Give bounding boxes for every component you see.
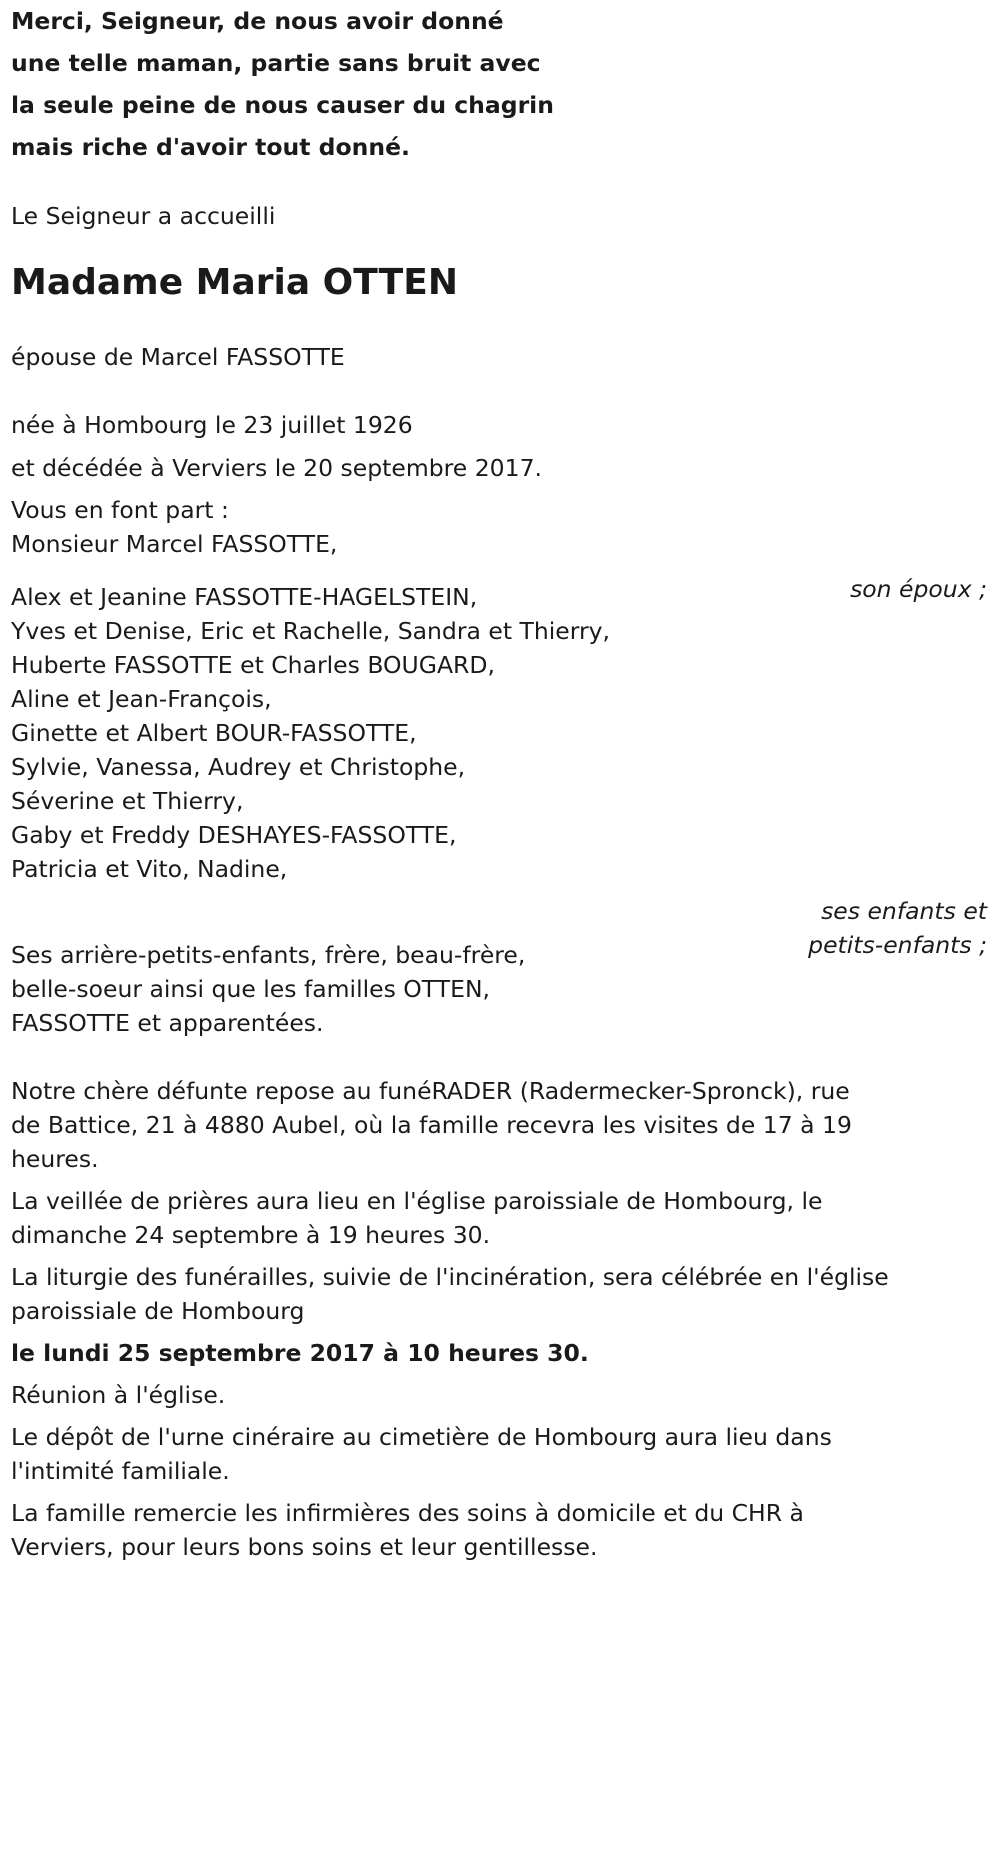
poem-line-2: une telle maman, partie sans bruit avec xyxy=(11,49,541,77)
funeral-date: le lundi 25 septembre 2017 à 10 heures 30. xyxy=(11,1339,589,1367)
children-role-line-1: ses enfants et xyxy=(821,896,987,925)
poem-line-4: mais riche d'avoir tout donné. xyxy=(11,133,410,161)
children-line: Gaby et Freddy DESHAYES-FASSOTTE, xyxy=(11,821,457,849)
children-line: Séverine et Thierry, xyxy=(11,787,244,815)
children-line: Ginette et Albert BOUR-FASSOTTE, xyxy=(11,719,417,747)
death-line: et décédée à Verviers le 20 septembre 2017. xyxy=(11,454,542,482)
husband-role: son époux ; xyxy=(850,574,987,603)
intro-text: Le Seigneur a accueilli xyxy=(11,202,276,230)
vigil-line-1: La veillée de prières aura lieu en l'église paroissiale de Hombourg, le xyxy=(11,1187,823,1215)
urn-line-1: Le dépôt de l'urne cinéraire au cimetière de Hombourg aura lieu dans xyxy=(11,1423,832,1451)
husband-line: Monsieur Marcel FASSOTTE, xyxy=(11,530,338,558)
rest-line-1: Notre chère défunte repose au funéRADER (Radermecker-Spronck), rue xyxy=(11,1077,850,1105)
liturgy-line-1: La liturgie des funérailles, suivie de l'incinération, sera célébrée en l'église xyxy=(11,1263,889,1291)
children-line: Alex et Jeanine FASSOTTE-HAGELSTEIN, xyxy=(11,583,478,611)
children-line: Aline et Jean-François, xyxy=(11,685,272,713)
family-line-3: FASSOTTE et apparentées. xyxy=(11,1009,324,1037)
children-line: Sylvie, Vanessa, Audrey et Christophe, xyxy=(11,753,466,781)
children-line: Yves et Denise, Eric et Rachelle, Sandra et Thierry, xyxy=(11,617,611,645)
children-line: Huberte FASSOTTE et Charles BOUGARD, xyxy=(11,651,495,679)
birth-line: née à Hombourg le 23 juillet 1926 xyxy=(11,411,413,439)
thanks-line-1: La famille remercie les infirmières des soins à domicile et du CHR à xyxy=(11,1499,804,1527)
thanks-line-2: Verviers, pour leurs bons soins et leur gentillesse. xyxy=(11,1533,598,1561)
poem-line-1: Merci, Seigneur, de nous avoir donné xyxy=(11,7,504,35)
liturgy-line-2: paroissiale de Hombourg xyxy=(11,1297,305,1325)
vigil-line-2: dimanche 24 septembre à 19 heures 30. xyxy=(11,1221,491,1249)
spouse-line: épouse de Marcel FASSOTTE xyxy=(11,343,345,371)
poem-line-3: la seule peine de nous causer du chagrin xyxy=(11,91,554,119)
urn-line-2: l'intimité familiale. xyxy=(11,1457,230,1485)
children-line: Patricia et Vito, Nadine, xyxy=(11,855,288,883)
family-line-1: Ses arrière-petits-enfants, frère, beau-frère, xyxy=(11,941,526,969)
family-line-2: belle-soeur ainsi que les familles OTTEN, xyxy=(11,975,490,1003)
rest-line-3: heures. xyxy=(11,1145,99,1173)
deceased-name: Madame Maria OTTEN xyxy=(11,262,458,303)
rest-line-2: de Battice, 21 à 4880 Aubel, où la famille recevra les visites de 17 à 19 xyxy=(11,1111,852,1139)
meeting-line: Réunion à l'église. xyxy=(11,1381,226,1409)
announce-line: Vous en font part : xyxy=(11,496,229,524)
children-role-line-2: petits-enfants ; xyxy=(808,930,987,959)
